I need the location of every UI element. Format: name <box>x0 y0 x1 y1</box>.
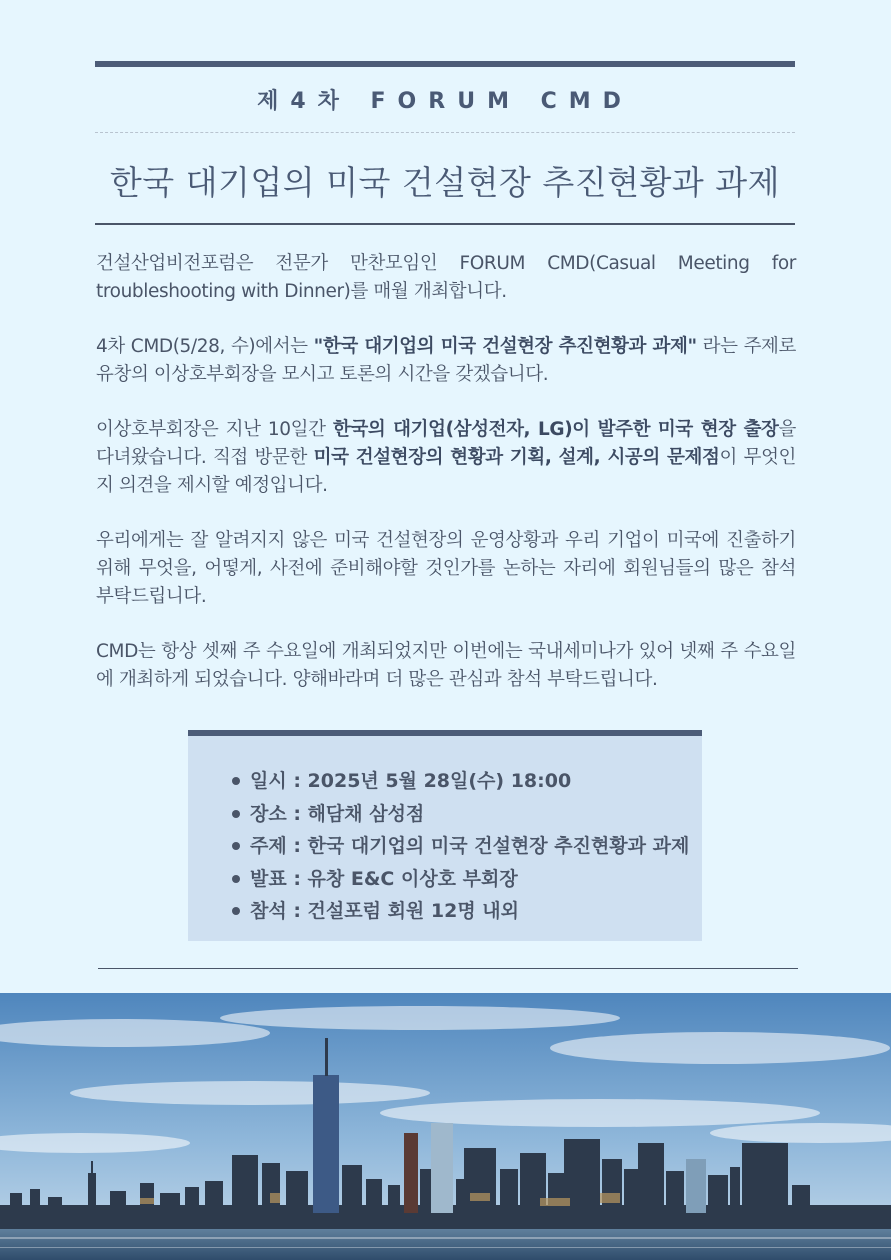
info-attendance: 참석 : 건설포럼 회원 12명 내외 <box>232 898 702 931</box>
header-bar <box>95 61 795 67</box>
info-presenter: 발표 : 유창 E&C 이상호 부회장 <box>232 866 702 899</box>
event-info-box <box>188 730 702 941</box>
paragraph-schedule-note: CMD는 항상 셋째 주 수요일에 개최되었지만 이번에는 국내세미나가 있어 넷째 주 수요일에 개최하게 되었습니다. 양해바라며 더 많은 관심과 참석 부탁드립니다. <box>96 641 796 690</box>
speaker-text-2: 을 다녀왔습니다. 직접 방문한 <box>96 419 796 468</box>
topic-text-1: 4차 CMD(5/28, 수)에서는 <box>96 336 314 357</box>
dashed-divider <box>95 132 795 133</box>
topic-emphasis: "한국 대기업의 미국 건설현장 추진현황과 과제" <box>313 336 697 357</box>
info-datetime: 일시 : 2025년 5월 28일(수) 18:00 <box>232 768 702 801</box>
event-kicker: 제4차 FORUM CMD <box>257 89 633 114</box>
topic-text-2: 라는 주제로 유창의 이상호부회장을 모시고 토론의 시간을 갖겠습니다. <box>96 336 796 385</box>
speaker-emphasis-2: 미국 건설현장의 현황과 기획, 설계, 시공의 문제점 <box>313 447 720 468</box>
speaker-emphasis-1: 한국의 대기업(삼성전자, LG)이 발주한 미국 현장 출장 <box>332 419 779 440</box>
speaker-text-3: 이 무엇인지 의견을 제시할 예정입니다. <box>96 447 797 496</box>
event-info-list <box>232 768 702 931</box>
info-venue: 장소 : 해담채 삼성점 <box>232 801 702 834</box>
paragraph-topic <box>96 333 796 389</box>
city-skyline-image <box>0 993 891 1260</box>
announcement-body <box>96 250 796 721</box>
bottom-divider <box>98 968 798 969</box>
info-topic: 주제 : 한국 대기업의 미국 건설현장 추진현황과 과제 <box>232 833 702 866</box>
paragraph-intro: 건설산업비전포럼은 전문가 만찬모임인 FORUM CMD(Casual Meeting for troubleshooting with Dinner)를 매월 개최합니다. <box>96 253 796 302</box>
paragraph-invitation: 우리에게는 잘 알려지지 않은 미국 건설현장의 운영상황과 우리 기업이 미국에 진출하기 위해 무엇을, 어떻게, 사전에 준비해야할 것인가를 논하는 자리에 회원님들의 많은 참석 부탁드립니다. <box>96 530 796 607</box>
page-title: 한국 대기업의 미국 건설현장 추진현황과 과제 <box>109 163 781 202</box>
title-divider <box>95 223 795 225</box>
speaker-text-1: 이상호부회장은 지난 10일간 <box>96 419 333 440</box>
paragraph-speaker <box>96 416 796 500</box>
